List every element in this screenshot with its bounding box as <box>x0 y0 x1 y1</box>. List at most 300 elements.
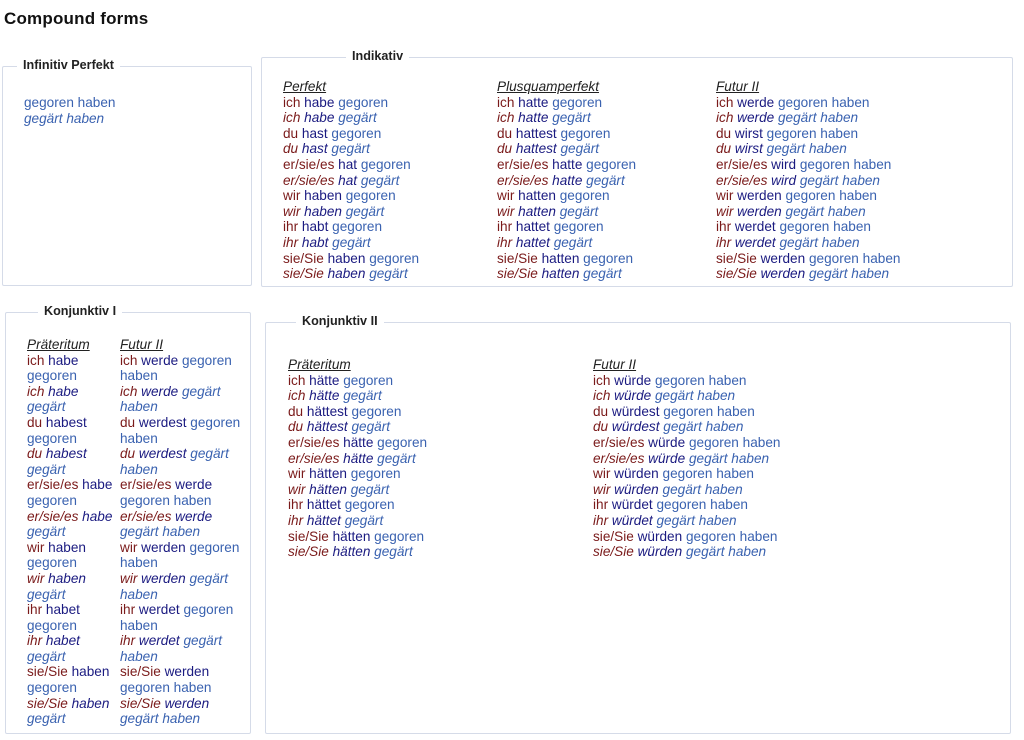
auxiliary-verb: haben <box>48 539 86 555</box>
participle: gegärt haben <box>799 172 880 188</box>
participle: gegärt haben <box>685 544 767 560</box>
pronoun: ich <box>27 383 45 399</box>
auxiliary-verb: hatte <box>518 94 549 110</box>
auxiliary-verb: würden <box>637 544 683 560</box>
participle: gegärt <box>27 399 66 415</box>
participle: gegoren haben <box>120 539 240 571</box>
pronoun: ihr <box>288 497 304 513</box>
participle: gegärt haben <box>808 266 890 282</box>
conjugation-line <box>497 188 636 204</box>
conjugation-line <box>593 419 780 435</box>
auxiliary-verb: hatten <box>541 266 580 282</box>
pronoun: sie/Sie <box>283 266 324 282</box>
pronoun: du <box>593 419 609 435</box>
pronoun: wir <box>497 203 515 219</box>
auxiliary-verb: werdest <box>138 414 187 430</box>
auxiliary-verb: hättet <box>306 497 341 513</box>
conjugation-line <box>120 633 248 664</box>
participle: gegärt <box>351 419 391 435</box>
conjugation-line <box>497 95 636 111</box>
auxiliary-verb: hättest <box>306 403 348 419</box>
auxiliary-verb: haben <box>71 664 110 680</box>
participle: gegärt <box>331 141 370 157</box>
conjugation-line <box>288 451 427 467</box>
auxiliary-verb: hatten <box>518 203 556 219</box>
auxiliary-verb: werdet <box>734 219 776 235</box>
auxiliary-verb: würde <box>648 450 686 466</box>
pronoun: sie/Sie <box>27 664 68 680</box>
conjugation-line <box>716 251 900 267</box>
participle: gegoren haben <box>785 188 877 204</box>
auxiliary-verb: habe <box>82 508 113 524</box>
participle: gegoren haben <box>685 528 778 544</box>
conjugation-line <box>716 235 900 251</box>
pronoun: wir <box>120 570 138 586</box>
conjugation-line <box>288 482 427 498</box>
conjugation-line <box>120 446 248 477</box>
participle: gegärt haben <box>120 633 223 664</box>
conjugation-line <box>27 415 119 446</box>
conjugation-line <box>120 602 248 633</box>
conjugation-line <box>593 497 780 513</box>
conjugation-line <box>120 571 248 602</box>
pronoun: du <box>716 141 732 157</box>
participle: gegoren <box>553 219 604 235</box>
conjugation-line <box>716 173 900 189</box>
participle: gegoren <box>27 492 77 508</box>
pronoun: du <box>288 419 304 435</box>
auxiliary-verb: würdet <box>611 512 653 528</box>
indikativ-perfekt-column <box>283 79 419 282</box>
participle: gegoren <box>559 188 610 204</box>
auxiliary-verb: werde <box>737 110 775 126</box>
infinitiv-perfekt-legend: Infinitiv Perfekt <box>17 58 120 72</box>
participle: gegärt haben <box>120 524 201 540</box>
auxiliary-verb: habe <box>48 383 79 399</box>
pronoun: ihr <box>120 602 136 618</box>
conjugation-line <box>288 544 427 560</box>
pronoun: sie/Sie <box>27 695 68 711</box>
auxiliary-verb: würden <box>637 528 683 544</box>
participle: gegoren haben <box>24 95 116 110</box>
pronoun: ich <box>120 383 138 399</box>
participle: gegoren <box>377 434 428 450</box>
auxiliary-verb: hätten <box>332 544 371 560</box>
conjugation-line <box>283 188 419 204</box>
auxiliary-verb: hätten <box>309 481 347 497</box>
participle: gegärt <box>27 586 66 602</box>
conjugation-line <box>497 141 636 157</box>
conjugation-line <box>288 513 427 529</box>
participle: gegärt haben <box>785 203 866 219</box>
conjugation-line <box>288 373 427 389</box>
pronoun: ich <box>120 352 138 368</box>
participle: gegoren <box>345 188 396 204</box>
participle: gegärt <box>586 172 625 188</box>
pronoun: wir <box>593 481 611 497</box>
auxiliary-verb: wirst <box>734 141 763 157</box>
conjugation-line <box>593 373 780 389</box>
participle: gegärt haben <box>663 419 744 435</box>
conjugation-line <box>497 204 636 220</box>
participle: gegärt haben <box>662 481 743 497</box>
auxiliary-verb: werden <box>737 203 782 219</box>
conjugation-line <box>27 540 119 571</box>
auxiliary-verb: würde <box>648 434 686 450</box>
pronoun: ihr <box>27 633 43 649</box>
auxiliary-verb: hätte <box>343 450 374 466</box>
pronoun: er/sie/es <box>593 434 645 450</box>
pronoun: ich <box>288 372 306 388</box>
pronoun: sie/Sie <box>288 544 329 560</box>
conjugation-line <box>27 633 119 664</box>
pronoun: sie/Sie <box>283 250 324 266</box>
auxiliary-verb: werden <box>164 695 210 711</box>
conjugation-line <box>497 157 636 173</box>
conjugation-line <box>716 219 900 235</box>
conjugation-line <box>283 95 419 111</box>
conjugation-line <box>120 477 248 508</box>
pronoun: wir <box>283 203 301 219</box>
auxiliary-verb: werden <box>141 539 186 555</box>
conjugation-line <box>283 157 419 173</box>
auxiliary-verb: hätte <box>309 388 340 404</box>
participle: gegoren haben <box>779 219 871 235</box>
conjugation-line <box>27 477 119 508</box>
pronoun: du <box>288 403 304 419</box>
pronoun: sie/Sie <box>593 544 634 560</box>
conjugation-line <box>283 173 419 189</box>
conjugation-line <box>27 696 119 727</box>
conjugation-line <box>283 219 419 235</box>
participle: gegärt haben <box>779 234 860 250</box>
conjugation-line <box>27 446 119 477</box>
pronoun: er/sie/es <box>120 477 172 493</box>
pronoun: ihr <box>497 234 513 250</box>
pronoun: ihr <box>497 219 513 235</box>
conjugation-line <box>716 204 900 220</box>
participle: gegärt <box>560 141 600 157</box>
auxiliary-verb: haben <box>327 266 366 282</box>
auxiliary-verb: hattest <box>515 125 557 141</box>
auxiliary-verb: würdest <box>611 403 660 419</box>
auxiliary-verb: habt <box>301 234 329 250</box>
participle: gegoren haben <box>120 602 234 633</box>
pronoun: wir <box>288 481 306 497</box>
auxiliary-verb: werdet <box>138 602 180 618</box>
auxiliary-verb: werde <box>175 508 213 524</box>
participle: gegoren <box>27 368 77 384</box>
participle: gegärt <box>27 648 66 664</box>
auxiliary-verb: hat <box>338 156 358 172</box>
participle: gegoren haben <box>656 497 748 513</box>
pronoun: er/sie/es <box>593 450 645 466</box>
participle: gegärt <box>583 266 622 282</box>
auxiliary-verb: wirst <box>734 125 763 141</box>
auxiliary-verb: habe <box>304 110 335 126</box>
participle: gegoren <box>27 680 77 696</box>
conjugation-line <box>27 664 119 695</box>
participle: gegoren haben <box>799 156 892 172</box>
conjugation-line <box>716 126 900 142</box>
pronoun: ich <box>497 110 515 126</box>
indikativ-futur2-column <box>716 79 900 282</box>
participle: gegoren haben <box>808 250 901 266</box>
pronoun: sie/Sie <box>716 266 757 282</box>
pronoun: ihr <box>288 512 304 528</box>
participle: gegärt <box>553 234 593 250</box>
pronoun: er/sie/es <box>288 450 340 466</box>
pronoun: sie/Sie <box>288 528 329 544</box>
auxiliary-verb: werden <box>760 250 806 266</box>
pronoun: du <box>283 125 299 141</box>
conjugation-line <box>288 404 427 420</box>
participle: gegärt haben <box>24 110 105 126</box>
auxiliary-verb: haben <box>71 695 110 711</box>
pronoun: sie/Sie <box>716 250 757 266</box>
auxiliary-verb: habe <box>82 477 113 493</box>
participle: gegoren <box>351 403 402 419</box>
participle: gegärt haben <box>120 711 201 727</box>
auxiliary-verb: hatten <box>518 188 556 204</box>
auxiliary-verb: habest <box>45 414 87 430</box>
participle: gegoren <box>560 125 611 141</box>
auxiliary-verb: hättet <box>306 512 341 528</box>
auxiliary-verb: werde <box>141 383 179 399</box>
auxiliary-verb: hatte <box>552 156 583 172</box>
tense-heading: Futur II <box>120 337 164 352</box>
page-title: Compound forms <box>4 9 149 28</box>
participle: gegoren haben <box>663 403 755 419</box>
participle: gegärt haben <box>688 450 770 466</box>
conjugation-line <box>288 529 427 545</box>
pronoun: wir <box>120 539 138 555</box>
pronoun: er/sie/es <box>716 172 768 188</box>
auxiliary-verb: werde <box>175 477 213 493</box>
participle: gegärt <box>345 203 385 219</box>
auxiliary-verb: würdet <box>611 497 653 513</box>
conjugation-line <box>593 513 780 529</box>
participle: gegoren <box>332 219 383 235</box>
participle: gegärt <box>27 711 66 727</box>
conjugation-line <box>24 111 115 127</box>
participle: gegärt <box>350 481 390 497</box>
pronoun: sie/Sie <box>497 250 538 266</box>
auxiliary-verb: hat <box>338 172 358 188</box>
pronoun: wir <box>288 466 306 482</box>
participle: gegoren haben <box>766 125 859 141</box>
conjugation-line <box>120 353 248 384</box>
pronoun: ich <box>593 388 611 404</box>
conjugation-line <box>288 497 427 513</box>
pronoun: ich <box>593 372 611 388</box>
conjugation-line <box>593 388 780 404</box>
conjugation-line <box>288 466 427 482</box>
indikativ-legend: Indikativ <box>346 49 409 63</box>
auxiliary-verb: habt <box>301 219 329 235</box>
auxiliary-verb: hatte <box>552 172 583 188</box>
auxiliary-verb: hättest <box>306 419 348 435</box>
auxiliary-verb: werden <box>141 570 186 586</box>
participle: gegärt <box>27 461 66 477</box>
pronoun: ich <box>716 110 734 126</box>
conjugation-line <box>716 141 900 157</box>
pronoun: er/sie/es <box>120 508 172 524</box>
conjugation-line <box>283 141 419 157</box>
conjugation-line <box>27 571 119 602</box>
participle: gegärt <box>374 544 413 560</box>
pronoun: er/sie/es <box>27 508 79 524</box>
pronoun: wir <box>593 466 611 482</box>
conjugation-line <box>120 415 248 446</box>
pronoun: du <box>27 414 43 430</box>
participle: gegärt haben <box>120 446 229 477</box>
auxiliary-verb: habe <box>304 94 335 110</box>
auxiliary-verb: haben <box>304 188 342 204</box>
conjugation-line <box>716 95 900 111</box>
auxiliary-verb: habest <box>45 446 87 462</box>
participle: gegärt <box>559 203 599 219</box>
pronoun: ich <box>288 388 306 404</box>
participle: gegoren <box>369 250 420 266</box>
auxiliary-verb: werdet <box>734 234 776 250</box>
participle: gegärt <box>332 234 371 250</box>
auxiliary-verb: haben <box>48 570 86 586</box>
participle: gegärt haben <box>656 512 737 528</box>
pronoun: du <box>593 403 609 419</box>
indikativ-plusquamperfekt-column <box>497 79 636 282</box>
pronoun: ich <box>716 94 734 110</box>
tense-heading: Präteritum <box>27 337 90 352</box>
konjunktiv2-praeteritum-column <box>288 357 427 560</box>
pronoun: ich <box>497 94 515 110</box>
auxiliary-verb: würdest <box>611 419 660 435</box>
conjugation-line <box>27 509 119 540</box>
pronoun: ihr <box>716 219 732 235</box>
conjugation-line <box>593 451 780 467</box>
participle: gegärt <box>343 388 382 404</box>
participle: gegoren haben <box>662 466 754 482</box>
conjugation-line <box>27 602 119 633</box>
conjugation-line <box>283 266 419 282</box>
participle: gegoren <box>360 156 411 172</box>
auxiliary-verb: hätte <box>309 372 340 388</box>
pronoun: du <box>716 125 732 141</box>
auxiliary-verb: hast <box>301 125 328 141</box>
pronoun: sie/Sie <box>120 664 161 680</box>
auxiliary-verb: hätten <box>332 528 371 544</box>
konjunktiv2-futur2-column <box>593 357 780 560</box>
pronoun: wir <box>283 188 301 204</box>
conjugation-line <box>120 696 248 727</box>
conjugation-line <box>497 266 636 282</box>
conjugation-line <box>27 384 119 415</box>
auxiliary-verb: hast <box>301 141 328 157</box>
conjugation-line <box>497 110 636 126</box>
auxiliary-verb: hätte <box>343 434 374 450</box>
conjugation-line <box>497 251 636 267</box>
pronoun: sie/Sie <box>120 695 161 711</box>
participle: gegoren <box>338 94 389 110</box>
pronoun: er/sie/es <box>283 156 335 172</box>
pronoun: du <box>497 125 513 141</box>
participle: gegoren haben <box>120 680 212 696</box>
auxiliary-verb: würde <box>614 372 652 388</box>
conjugation-line <box>283 126 419 142</box>
pronoun: er/sie/es <box>27 477 79 493</box>
participle: gegoren <box>583 250 634 266</box>
auxiliary-verb: wird <box>771 172 797 188</box>
participle: gegärt <box>552 110 591 126</box>
conjugation-line <box>593 435 780 451</box>
participle: gegoren <box>374 528 425 544</box>
pronoun: er/sie/es <box>288 434 340 450</box>
pronoun: er/sie/es <box>497 172 549 188</box>
conjugation-line <box>283 235 419 251</box>
auxiliary-verb: habet <box>45 633 80 649</box>
pronoun: sie/Sie <box>497 266 538 282</box>
auxiliary-verb: habet <box>45 602 80 618</box>
participle: gegoren <box>350 466 401 482</box>
participle: gegoren haben <box>654 372 747 388</box>
conjugation-line <box>716 110 900 126</box>
auxiliary-verb: würde <box>614 388 652 404</box>
pronoun: er/sie/es <box>716 156 768 172</box>
tense-heading: Futur II <box>716 79 760 94</box>
pronoun: ihr <box>120 633 136 649</box>
auxiliary-verb: werdest <box>138 446 187 462</box>
participle: gegärt <box>360 172 400 188</box>
pronoun: ihr <box>593 497 609 513</box>
participle: gegoren haben <box>120 492 212 508</box>
auxiliary-verb: werde <box>737 94 775 110</box>
conjugation-line <box>24 95 115 111</box>
participle: gegoren haben <box>120 352 232 384</box>
participle: gegärt <box>27 524 66 540</box>
conjugation-line <box>288 435 427 451</box>
auxiliary-verb: werden <box>164 664 210 680</box>
participle: gegärt haben <box>120 383 221 415</box>
participle: gegoren <box>343 372 394 388</box>
conjugation-line <box>593 404 780 420</box>
participle: gegoren <box>27 430 77 446</box>
auxiliary-verb: werden <box>737 188 782 204</box>
tense-heading: Futur II <box>593 357 637 372</box>
participle: gegärt haben <box>766 141 847 157</box>
conjugation-line <box>593 482 780 498</box>
tense-heading: Präteritum <box>288 357 351 372</box>
participle: gegoren <box>27 617 77 633</box>
auxiliary-verb: hätten <box>309 466 347 482</box>
pronoun: wir <box>27 539 45 555</box>
tense-heading: Plusquamperfekt <box>497 79 600 94</box>
conjugation-line <box>120 664 248 695</box>
pronoun: ihr <box>716 234 732 250</box>
pronoun: er/sie/es <box>497 156 549 172</box>
auxiliary-verb: würden <box>614 466 659 482</box>
auxiliary-verb: würden <box>614 481 659 497</box>
conjugation-line <box>593 529 780 545</box>
participle: gegoren haben <box>688 434 781 450</box>
participle: gegärt haben <box>120 570 229 602</box>
participle: gegärt <box>338 110 377 126</box>
conjugation-line <box>283 204 419 220</box>
participle: gegärt <box>369 266 408 282</box>
pronoun: du <box>283 141 299 157</box>
pronoun: du <box>120 446 136 462</box>
pronoun: du <box>497 141 513 157</box>
pronoun: ich <box>27 352 45 368</box>
